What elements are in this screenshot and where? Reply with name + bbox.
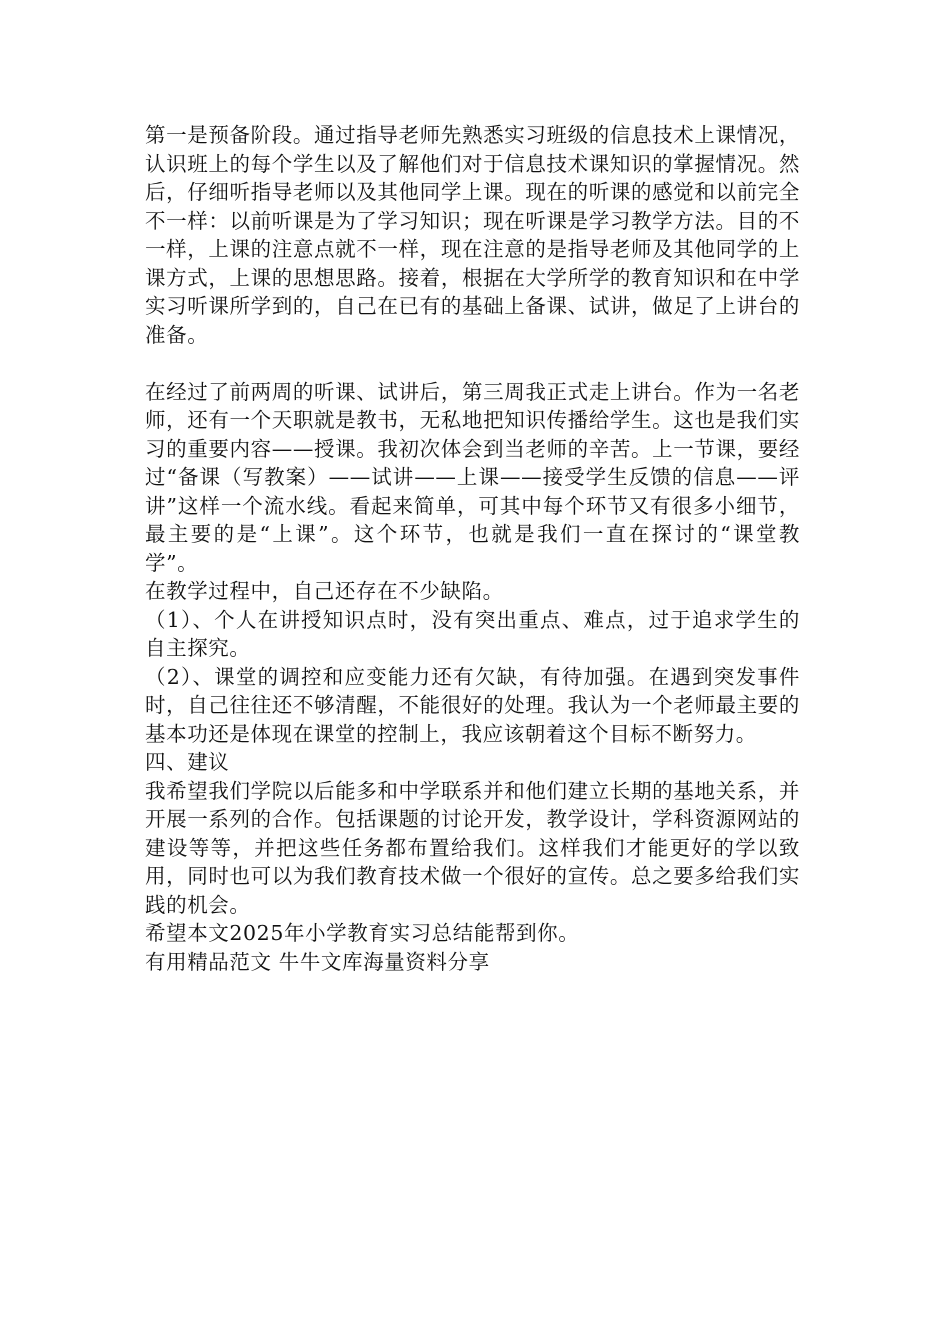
- paragraph-shortcoming-1: （1）、个人在讲授知识点时，没有突出重点、难点，过于追求学生的自主探究。: [145, 607, 800, 660]
- paragraph-shortcoming-2: （2）、课堂的调控和应变能力还有欠缺，有待加强。在遇到突发事件时，自己往往还不够清醒，不能很好的处理。我认为一个老师最主要的基本功还是体现在课堂的控制上，我应该朝着这个目标不断努力。: [145, 664, 800, 746]
- document-body: [145, 121, 800, 976]
- paragraph-suggestions: 我希望我们学院以后能多和中学联系并和他们建立长期的基地关系，并开展一系列的合作。包括课题的讨论开发，教学设计，学科资源网站的建设等等，并把这些任务都布置给我们。这样我们才能更好的学以致用，同时也可以为我们教育技术做一个很好的宣传。总之要多给我们实践的机会。: [145, 778, 800, 917]
- section-heading-suggestions: 四、建议: [145, 750, 230, 774]
- paragraph-preparation-stage: 第一是预备阶段。通过指导老师先熟悉实习班级的信息技术上课情况，认识班上的每个学生以及了解他们对于信息技术课知识的掌握情况。然后，仔细听指导老师以及其他同学上课。现在的听课的感觉和以前完全不一样：以前听课是为了学习知识；现在听课是学习教学方法。目的不一样，上课的注意点就不一样，现在注意的是指导老师及其他同学的上课方式，上课的思想思路。接着，根据在大学所学的教育知识和在中学实习听课所学到的，自己在已有的基础上备课、试讲，做足了上讲台的准备。: [145, 123, 800, 347]
- paragraph-closing: 希望本文2025年小学教育实习总结能帮到你。: [145, 921, 580, 945]
- footer-tagline: 有用精品范文 牛牛文库海量资料分享: [145, 949, 490, 974]
- paragraph-teaching-stage: 在经过了前两周的听课、试讲后，第三周我正式走上讲台。作为一名老师，还有一个天职就是教书，无私地把知识传播给学生。这也是我们实习的重要内容——授课。我初次体会到当老师的辛苦。上一节课，要经过“备课（写教案）——试讲——上课——接受学生反馈的信息——评讲”这样一个流水线。看起来简单，可其中每个环节又有很多小细节，最主要的是“上课”。这个环节，也就是我们一直在探讨的“课堂教学”。: [145, 379, 800, 575]
- paragraph-shortcomings-intro: 在教学过程中，自己还存在不少缺陷。: [145, 579, 504, 603]
